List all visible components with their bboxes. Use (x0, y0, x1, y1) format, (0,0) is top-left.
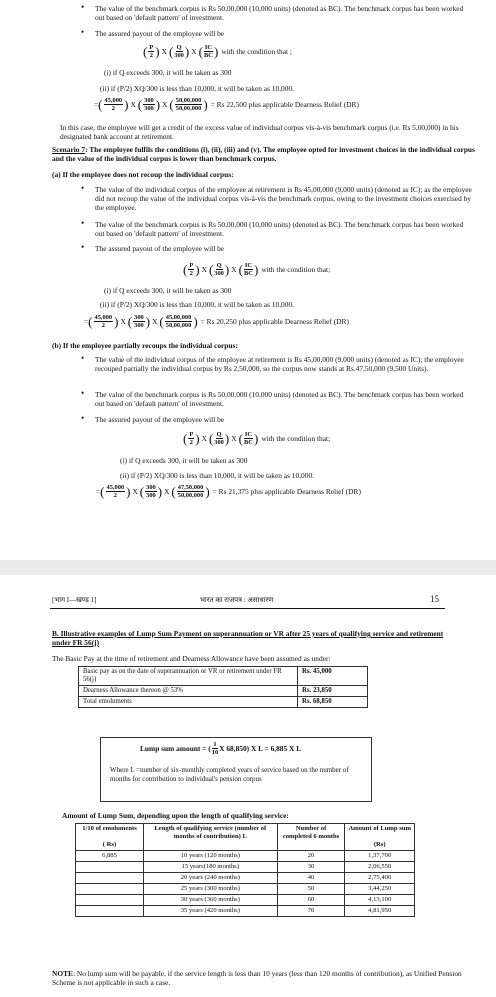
bullet-point: • (81, 413, 85, 423)
where-explanation: Where L =number of six-monthly completed years of service based on the number of months for contribution to individual's pension corpus (110, 766, 349, 783)
basic-pay-table (78, 666, 368, 708)
bullet-point: • (81, 353, 85, 363)
lump-sum-formula: Lump sum amount = ( $\frac{1}{10}$ X 68,850) X L = 6,885 X L (140, 741, 302, 756)
table-cell: 1,37,700 (345, 851, 415, 862)
table-cell: 3,44,250 (345, 884, 415, 895)
column-header: Number of completed 6 months (277, 824, 345, 851)
bullet-point: • (81, 218, 85, 228)
table-cell: Total emoluments (79, 697, 298, 708)
table-cell: 20 (277, 851, 345, 862)
calculation-formula: = ( $\frac{45,000}{2}$ ) X ( $\frac{300}{300}$ ) X ( $\frac{45,00,000}{50,00,000}$ ) = Rs 20,250 plus applicable Dearness Relief (DR) (84, 314, 349, 329)
section-heading: B. Illustrative examples of Lump Sum Payment on superannuation or VR after 25 years of qualifying service and retirement under FR 56(j) (52, 629, 444, 647)
table-row (76, 895, 415, 906)
calculation-formula: = ( $\frac{45,000}{2}$ ) X ( $\frac{300}{300}$ ) X ( $\frac{50,00,000}{50,00,000}$ ) = Rs 22,500 plus applicable Dearness Relief (DR) (94, 97, 359, 112)
condition-item: (i) if Q exceeds 300, it will be taken as 300 (104, 68, 232, 77)
lump-sum-table-title: Amount of Lump Sum, depending upon the length of qualifying service: (62, 811, 289, 820)
table-cell: 2,75,400 (345, 873, 415, 884)
page-header-title: भारत का राजपत्र : असाधारण (200, 596, 274, 604)
table-row (79, 686, 368, 697)
table-cell: Rs. 45,000 (298, 667, 368, 686)
individual-corpus-paragraph: The value of the individual corpus of the employee at retirement is Rs 45,00,000 (9,000 units) (denoted as IC); the employee recouped partially the individual corpus by Rs 2,50,000, so the corpus now stands at Rs.47,50,000 (9,500 Units). (95, 355, 464, 373)
sub-heading-a: (a) If the employee does not recoup the individual corpus: (52, 170, 234, 179)
condition-item: (i) if Q exceeds 300, it will be taken as 300 (104, 286, 232, 295)
condition-item: (ii) if (P/2) XQ/300 is less than 10,000, it will be taken as 10,000. (100, 84, 294, 93)
lump-sum-table (75, 823, 415, 917)
table-cell: 4,81,950 (345, 906, 415, 917)
table-cell: 30 (277, 862, 345, 873)
table-cell (76, 862, 144, 873)
table-cell: 30 years (360 months) (143, 895, 277, 906)
benchmark-corpus-paragraph: The value of the benchmark corpus is Rs 50,00,000 (10,000 units) (denoted as BC). The benchmark corpus has been worked out based on 'default pattern' of investment. (95, 220, 464, 238)
table-cell: 25 years (300 months) (143, 884, 277, 895)
assured-payout-paragraph: The assured payout of the employee will be (95, 415, 225, 424)
bullet-point: • (81, 183, 85, 193)
note-paragraph: NOTE: No lump sum will be payable, if the service length is less than 10 years (less than 120 months of contribution), as Unified Pension Scheme is not applicable in such a case. (52, 969, 462, 987)
individual-corpus-paragraph: The value of the individual corpus of the employee at retirement is Rs 45,00,000 (9,000 units) (denoted as IC); as the employee did not recoup the value of the individual corpus vis-à-vis the benchmark corpus, owing to the investment choices exercised by the employee. (95, 185, 472, 212)
table-cell: Rs. 23,850 (298, 686, 368, 697)
table-header-row (76, 824, 415, 851)
table-row (76, 862, 415, 873)
table-row (76, 873, 415, 884)
credit-paragraph: In this case, the employee will get a credit of the excess value of individual corpus vis-à-vis benchmark corpus (i.e. Rs 5,00,000) in his designated bank account at retirement. (60, 123, 459, 141)
table-row (76, 884, 415, 895)
table-cell: 35 years (420 months) (143, 906, 277, 917)
sub-heading-b: (b) If the employee partially recoups the individual corpus: (52, 341, 238, 350)
table-cell: 60 (277, 895, 345, 906)
table-cell: Dearness Allowance thereon @ 53% (79, 686, 298, 697)
table-cell: 2,06,550 (345, 862, 415, 873)
bullet-point: • (81, 388, 85, 398)
payout-formula: ( $\frac{P}{2}$ ) X ( $\frac{Q}{300}$ ) X ( $\frac{IC}{BC}$ ) with the condition that; (183, 262, 331, 277)
table-cell: 20 years (240 months) (143, 873, 277, 884)
payout-formula: ( $\frac{P}{2}$ ) X ( $\frac{Q}{300}$ ) X ( $\frac{IC}{BC}$ ) with the condition that; (183, 431, 331, 446)
table-cell: 70 (277, 906, 345, 917)
assured-payout-paragraph: The assured payout of the employee will be (95, 29, 225, 38)
basic-pay-intro: The Basic Pay at the time of retirement and Dearness Allowance have been assumed as under: (52, 654, 331, 663)
page-number: 15 (430, 594, 439, 604)
calculation-formula: = ( $\frac{45,000}{2}$ ) X ( $\frac{300}{300}$ ) X ( $\frac{47,50,000}{50,00,000}$ ) = Rs 21,375 plus applicable Dearness Relief (DR) (96, 484, 361, 499)
table-row (79, 667, 368, 686)
bullet-point: • (81, 27, 85, 37)
table-cell: Rs. 68,850 (298, 697, 368, 708)
table-cell (76, 906, 144, 917)
column-header: Length of qualifying service (number of months of contribution) L (143, 824, 277, 851)
table-row (79, 697, 368, 708)
condition-item: (i) if Q exceeds 300, it will be taken as 300 (120, 456, 248, 465)
column-header: 1/10 of emoluments ( Rs) (76, 824, 144, 851)
table-row (76, 906, 415, 917)
benchmark-corpus-paragraph: The value of the benchmark corpus is Rs 50,00,000 (10,000 units) (denoted as BC). The benchmark corpus has been worked out based on 'default pattern' of investment. (95, 4, 464, 22)
document-page-2 (0, 575, 496, 997)
table-cell: 10 years (120 months) (143, 851, 277, 862)
condition-item: (ii) if (P/2) XQ/300 is less than 10,000, it will be taken as 10,000. (120, 471, 314, 480)
payout-formula: ( $\frac{P}{2}$ ) X ( $\frac{Q}{300}$ ) X ( $\frac{IC}{BC}$ ) with the condition that ; (143, 44, 292, 59)
table-cell (76, 873, 144, 884)
bullet-point: • (81, 2, 85, 12)
condition-item: (ii) if (P/2) XQ/300 is less than 10,000, it will be taken as 10,000. (100, 300, 294, 309)
assured-payout-paragraph: The assured payout of the employee will be (95, 244, 225, 253)
benchmark-corpus-paragraph: The value of the benchmark corpus is Rs 50,00,000 (10,000 units) (denoted as BC). The benchmark corpus has been worked out based on 'default pattern' of investment. (95, 390, 464, 408)
bullet-point: • (81, 242, 85, 252)
column-header: Amount of Lump sum (Rs) (345, 824, 415, 851)
page-header-section: [भाग I—खण्ड 1] (52, 596, 97, 604)
table-cell: Basic pay as on the date of superannuation or VR or retirement under FR 56(j) (79, 667, 298, 686)
table-cell: 6,885 (76, 851, 144, 862)
table-cell: 50 (277, 884, 345, 895)
table-cell: 15 years(180 months) (143, 862, 277, 873)
table-cell: 4,13,100 (345, 895, 415, 906)
scenario-7-heading: Scenario 7: The employee fulfils the conditions (i), (ii), (iii) and (v). The employee opted for investment choices in the individual corpus and the value of the individual corpus is lower than benchmark corpus. (52, 145, 475, 163)
table-row (76, 851, 415, 862)
table-cell (76, 884, 144, 895)
table-cell: 40 (277, 873, 345, 884)
table-cell (76, 895, 144, 906)
header-rule (50, 608, 445, 609)
